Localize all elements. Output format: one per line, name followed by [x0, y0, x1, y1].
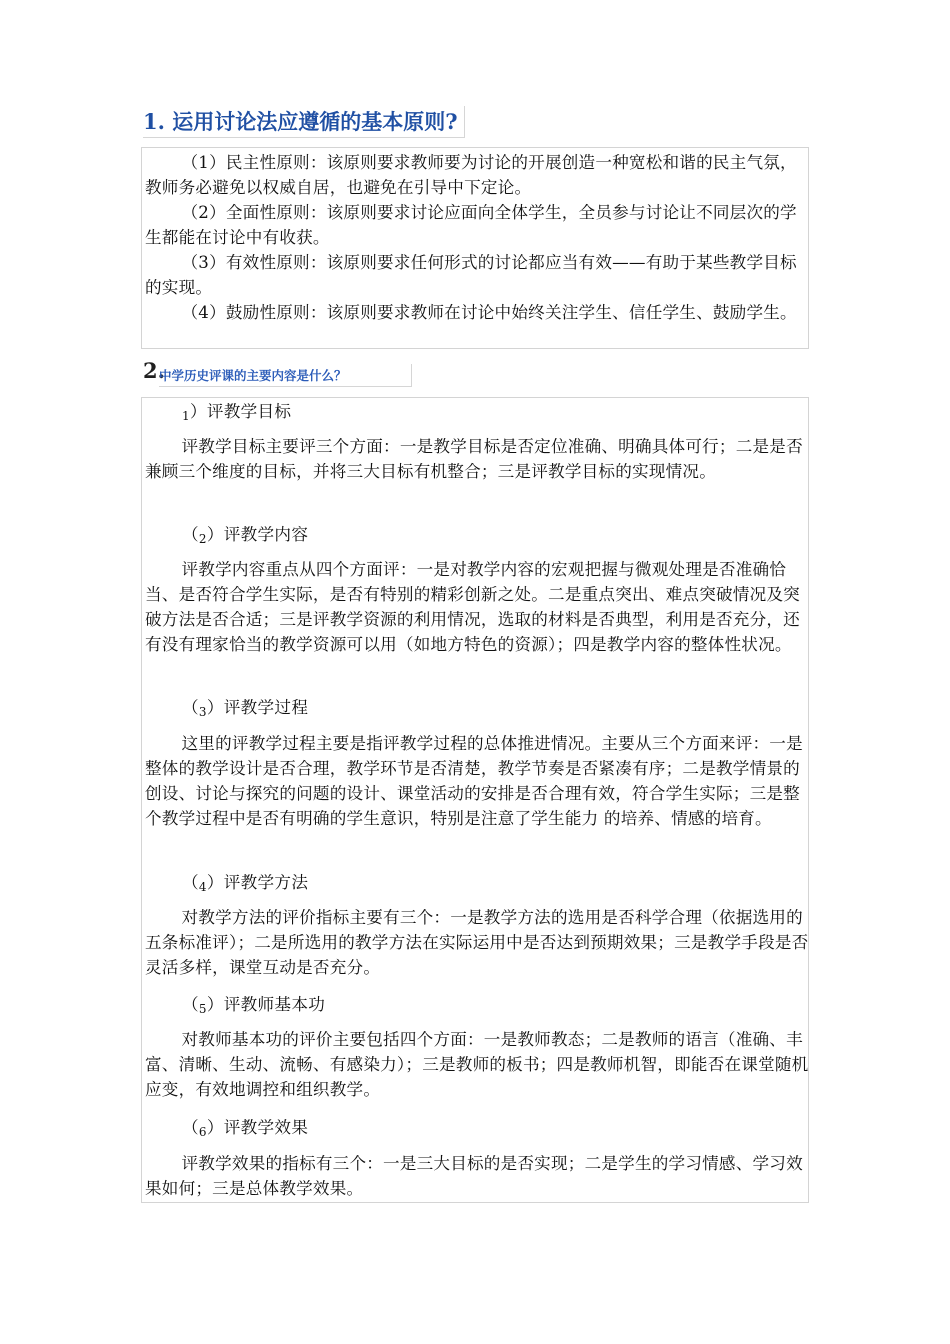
principle-comprehensive: （2）全面性原则：该原则要求讨论应面向全体学生，全员参与讨论让不同层次的学生都能在讨论中有收获。	[145, 203, 797, 247]
item-number: 5	[198, 1002, 207, 1016]
item-body: 对教学方法的评价指标主要有三个：一是教学方法的选用是否科学合理（依据选用的五条标准评）；二是所选用的教学方法在实际运用中是否达到预期效果；三是教学手段是否灵活多样，课堂互动是否充分。	[145, 908, 809, 977]
item-number: 6	[198, 1125, 207, 1139]
question-2-title: 中学历史评课的主要内容是什么？	[159, 364, 412, 387]
item-heading: （3）评教学过程	[182, 698, 309, 719]
item-heading: （4）评教学方法	[182, 873, 309, 894]
item-heading: （6）评教学效果	[182, 1118, 309, 1139]
question-1-title: 1. 运用讨论法应遵循的基本原则?	[143, 106, 465, 138]
item-body: 对教师基本功的评价主要包括四个方面：一是教师教态；二是教师的语言（准确、丰富、清晰、生动、流畅、有感染力）；三是教师的板书；四是教师机智，即能否在课堂随机应变，有效地调控和组织教学。	[145, 1030, 809, 1099]
item-number: 3	[198, 705, 207, 719]
item-heading: （2）评教学内容	[182, 525, 309, 546]
item-body: 评教学目标主要评三个方面：一是教学目标是否定位准确、明确具体可行；二是是否兼顾三个维度的目标，并将三大目标有机整合；三是评教学目标的实现情况。	[145, 437, 803, 481]
item-number: 4	[198, 880, 207, 894]
item-body: 评教学内容重点从四个方面评：一是对教学内容的宏观把握与微观处理是否准确恰当、是否符合学生实际，是否有特别的精彩创新之处。二是重点突出、难点突破情况及突破方法是否合适；三是评教学资源的利用情况，选取的材料是否典型，利用是否充分，还有没有理家恰当的教学资源可以用（如地方特色的资源）；四是教学内容的整体性状况。	[145, 560, 800, 654]
question-1-answer-box	[141, 147, 809, 349]
question-2-number: 2.	[143, 358, 165, 383]
item-body: 这里的评教学过程主要是指评教学过程的总体推进情况。主要从三个方面来评：一是整体的教学设计是否合理，教学环节是否清楚，教学节奏是否紧凑有序；二是教学情景的创设、讨论与探究的问题的设计、课堂活动的安排是否合理有效，符合学生实际；三是整个教学过程中是否有明确的学生意识，特别是注意了学生能力 的培养、情感的培育。	[145, 734, 803, 828]
item-number: 2	[198, 532, 207, 546]
item-heading: 1）评教学目标	[182, 402, 292, 423]
principle-encouraging: （4）鼓励性原则：该原则要求教师在讨论中始终关注学生、信任学生、鼓励学生。	[181, 303, 797, 322]
item-body: 评教学效果的指标有三个：一是三大目标的是否实现；二是学生的学习情感、学习效果如何；三是总体教学效果。	[145, 1154, 803, 1198]
item-number: 1	[182, 409, 190, 423]
item-heading: （5）评教师基本功	[182, 995, 326, 1016]
principle-democratic: （1）民主性原则：该原则要求教师要为讨论的开展创造一种宽松和谐的民主气氛，教师务必避免以权威自居，也避免在引导中下定论。	[145, 153, 797, 197]
question-2-answer-box	[141, 397, 809, 1203]
principle-effective: （3）有效性原则：该原则要求任何形式的讨论都应当有效——有助于某些教学目标的实现。	[145, 253, 797, 297]
